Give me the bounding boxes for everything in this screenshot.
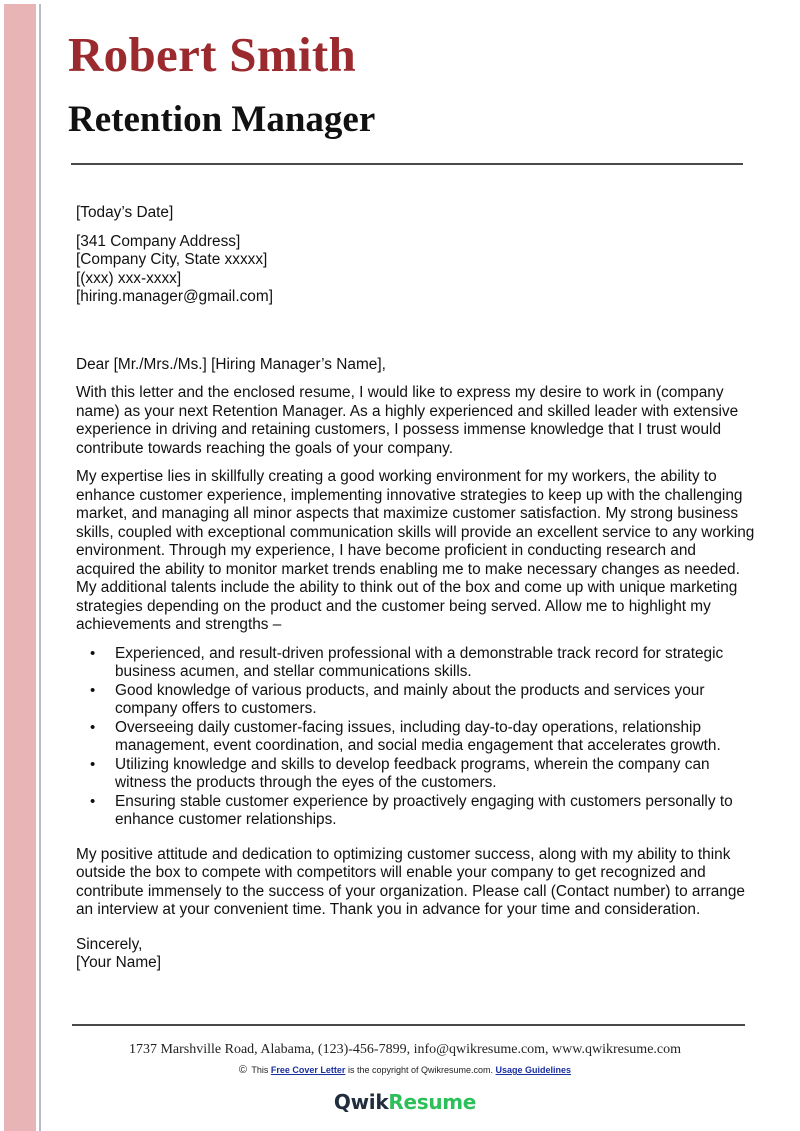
recipient-block [76, 233, 756, 307]
letter-body [76, 204, 756, 973]
footer-contact-line: 1737 Marshville Road, Alabama, (123)-456-7899, info@qwikresume.com, www.qwikresume.com [128, 1042, 682, 1057]
logo-qwik: Qwik [333, 1090, 389, 1114]
footer-divider [72, 1024, 745, 1026]
list-item: • Experienced, and result-driven professional with a demonstrable track record for strategic business acumen, and stellar communications skills. [115, 645, 756, 682]
job-title: Retention Manager [68, 99, 376, 140]
closing-paragraph: My positive attitude and dedication to optimizing customer success, along with my ability to think outside the box to compete with competitors will enable your company to get recognized and contribute immensely to the success of your organization. Please call (Contact number) to arrange an interview at your convenient time. Thank you in advance for your time and consideration. [76, 845, 745, 918]
list-item: • Good knowledge of various products, and mainly about the products and services your company offers to customers. [115, 682, 756, 719]
recipient-address: [341 Company Address] [76, 232, 241, 250]
qwikresume-logo [0, 1090, 800, 1114]
sign-off: Sincerely, [76, 935, 143, 953]
applicant-name: Robert Smith [68, 27, 357, 82]
copyright-notice [0, 1064, 800, 1076]
expertise-paragraph: My expertise lies in skillfully creating a good working environment for my workers, the ability to enhance customer experience, implementing innovative strategies to keep up with the challenging market, and managing all minor aspects that maximize customer satisfaction. My strong business skills, coupled with exceptional communication skills will provide an excellent service to any working environment. Through my experience, I have become proficient in conducting research and acquired the ability to monitor market trends enabling me to make necessary changes as needed. My additional talents include the ability to think out of the box and come up with unique marketing strategies depending on the product and the customer being served. Allow me to highlight my achievements and strengths – [76, 468, 755, 633]
strengths-list [76, 645, 756, 830]
recipient-email: [hiring.manager@gmail.com] [76, 288, 273, 305]
decorative-side-band [4, 4, 36, 1131]
copyright-prefix: This [251, 1065, 269, 1075]
usage-guidelines-link[interactable]: Usage Guidelines [495, 1065, 572, 1075]
recipient-phone: [(xxx) xxx-xxxx] [76, 269, 182, 287]
intro-paragraph: With this letter and the enclosed resume, I would like to express my desire to work in (company name) as your next Retention Manager. As a highly experienced and skilled leader with extensive experience in driving and retaining customers, I possess immense knowledge that I trust would contribute towards reaching the goals of your company. [76, 384, 739, 457]
decorative-side-line [39, 4, 41, 1131]
copyright-icon: © [238, 1064, 248, 1076]
free-cover-letter-link[interactable]: Free Cover Letter [270, 1065, 346, 1075]
recipient-city-state: [Company City, State xxxxx] [76, 251, 268, 268]
letter-date: [Today’s Date] [76, 204, 174, 221]
copyright-middle: is the copyright of Qwikresume.com. [347, 1065, 494, 1075]
list-item: • Overseeing daily customer-facing issues, including day-to-day operations, relationship management, event coordination, and social media engagement that accelerates growth. [115, 719, 756, 756]
header-divider [71, 163, 743, 165]
signature: [Your Name] [76, 954, 161, 971]
logo-resume: Resume [388, 1090, 477, 1114]
list-item: • Ensuring stable customer experience by proactively engaging with customers personally to enhance customer relationships. [115, 793, 756, 830]
salutation: Dear [Mr./Mrs./Ms.] [Hiring Manager’s Name], [76, 355, 386, 373]
list-item: • Utilizing knowledge and skills to develop feedback programs, wherein the company can witness the products through the eyes of the customers. [115, 756, 756, 793]
